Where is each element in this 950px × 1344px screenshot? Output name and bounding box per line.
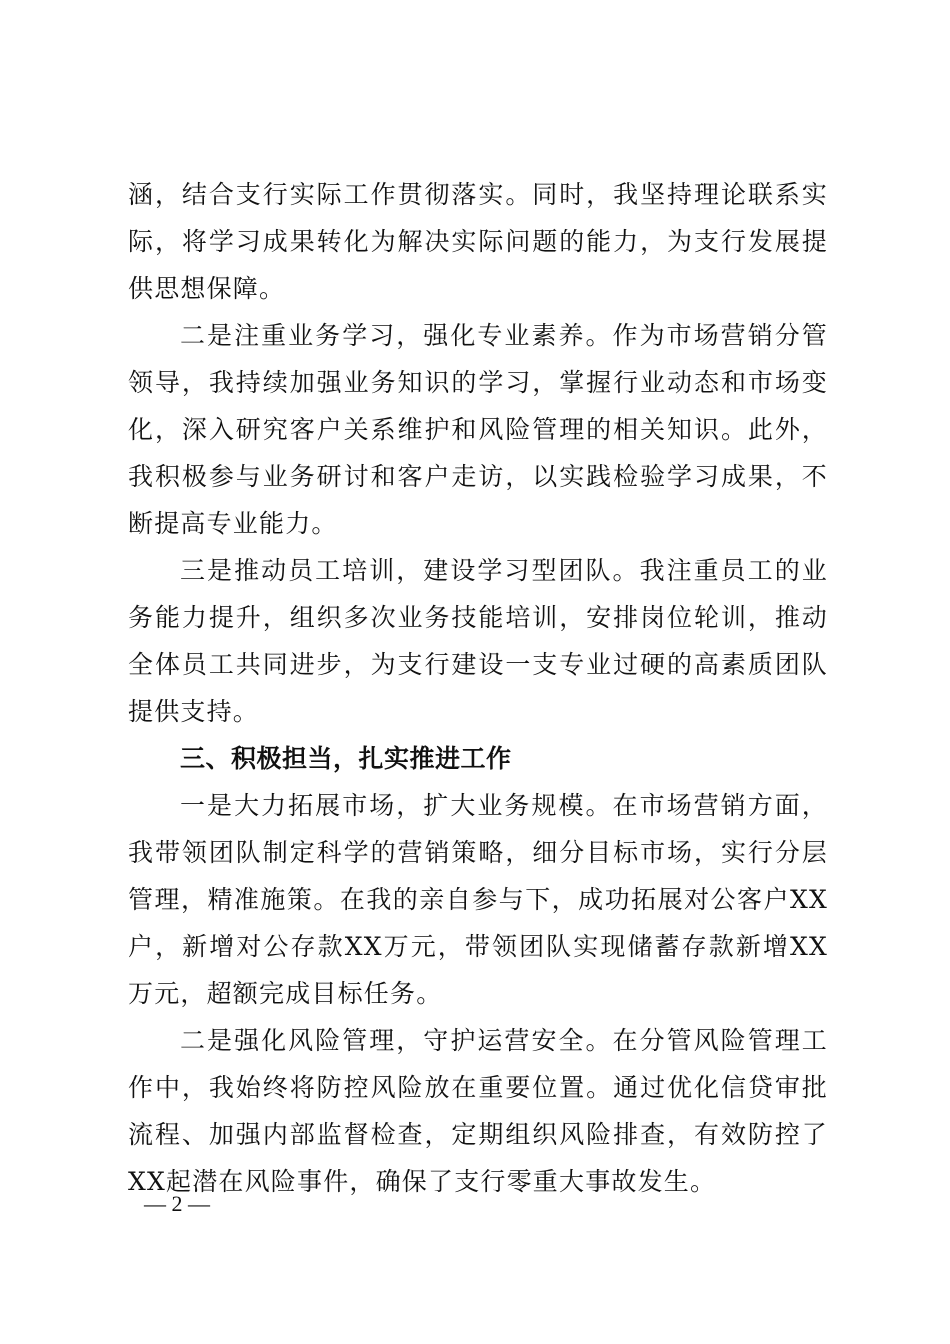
- paragraph-risk-management: 二是强化风险管理，守护运营安全。在分管风险管理工作中，我始终将防控风险放在重要位置。通过优化信贷审批流程、加强内部监督检查，定期组织风险排查，有效防控了XX起潜在风险事件，确保了支行零重大事故发生。: [128, 1026, 828, 1196]
- page-number: — 2 —: [144, 1191, 210, 1216]
- section-heading-three: 三、积极担当，扎实推进工作: [180, 744, 512, 773]
- paragraph-business-study: 二是注重业务学习，强化专业素养。作为市场营销分管领导，我持续加强业务知识的学习，掌握行业动态和市场变化，深入研究客户关系维护和风险管理的相关知识。此外，我积极参与业务研讨和客户走访，以实践检验学习成果，不断提高专业能力。: [128, 321, 828, 538]
- paragraph-study-theory-continued: 涵，结合支行实际工作贯彻落实。同时，我坚持理论联系实际，将学习成果转化为解决实际问题的能力，为支行发展提供思想保障。: [128, 180, 828, 303]
- paragraph-staff-training: 三是推动员工培训，建设学习型团队。我注重员工的业务能力提升，组织多次业务技能培训，安排岗位轮训，推动全体员工共同进步，为支行建设一支专业过硬的高素质团队提供支持。: [128, 556, 828, 726]
- document-body: [128, 171, 828, 1205]
- paragraph-market-expansion: 一是大力拓展市场，扩大业务规模。在市场营销方面，我带领团队制定科学的营销策略，细分目标市场，实行分层管理，精准施策。在我的亲自参与下，成功拓展对公客户XX户，新增对公存款XX万元，带领团队实现储蓄存款新增XX万元，超额完成目标任务。: [128, 791, 828, 1008]
